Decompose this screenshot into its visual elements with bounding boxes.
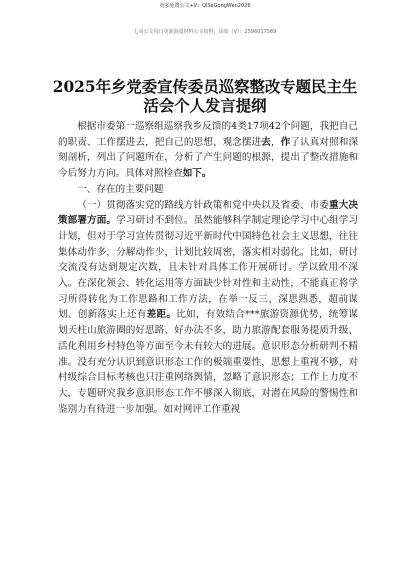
subsection-bold-gap: 差距。 bbox=[146, 309, 177, 321]
subsection-text-2: 比如，有效结合***旅游资源优势，统筹谋划天柱山旅游圈的好思路、好办法不多，助力旅游配套服务提质升级、活化利用乡村特色等方面至今未有较大的进展。意识形态分析研判不精准。没有充分认识到意识形态工作的极端重要性，思想上重视不够，对村级综合目标考核也只注重网络舆情，忽略了意识形态；工作上力度不大，专题研究我乡意识形态工作不够深入彻底，对潜在风险的警惕性和鉴别力有待进一步加强。如对网评工作重视 bbox=[58, 309, 359, 415]
subsection-text-1: 学习研讨不到位。虽然能够科学制定理论学习中心组学习计划，但对于学习宣传贯彻习近平新时代中国特色社会主义思想，往往集体动作多，分解动作少，计划比较周密，落实相对弱化。比如，研讨交流没有达到规定次数，且未针对具体工作开展研讨。学以致用不深入。在深化领会、转化运用等方面缺少针对性和主动性，不能真正将学习所得转化为工作思路和工作方法，在举一反三、深思熟悉，超前谋划、创新落实上还有 bbox=[58, 215, 359, 321]
intro-text-mid: ， bbox=[270, 136, 281, 148]
intro-text-2: 了认真对照和深刻剖析，列出了问题所在，分析了产生问题的根源，提出了整改措施和今后努力方向。具体对照检查 bbox=[58, 136, 359, 180]
subsection-lead-bold: 重大决策部署方面。 bbox=[58, 199, 359, 227]
header-note: 七哥公文每日更新海量材料公文资料，添加（V）：2596017569 bbox=[133, 29, 277, 35]
intro-text-1: 根据市委第一巡察组巡察我乡反馈的4类17项42个问题，我把自己的职责、工作摆进去，把自己的思想、观念摆进 bbox=[58, 121, 358, 148]
subsection-paragraph bbox=[58, 198, 358, 418]
intro-bold-2: 作 bbox=[280, 136, 291, 148]
section-heading: 一、存在的主要问题 bbox=[77, 183, 164, 195]
intro-bold-end: 如下。 bbox=[182, 168, 212, 180]
subsection-lead: （一）贯彻落实党的路线方针政策和党中央以及省委、市委 bbox=[77, 199, 330, 211]
top-watermark-note: 更多免费公文+V：QiSeGongWen2026 bbox=[159, 3, 251, 9]
document-title: 2025年乡党委宣传委员巡察整改专题民主生活会个人发言提纲 bbox=[52, 78, 358, 115]
document-body bbox=[58, 119, 358, 417]
intro-bold-1: 去 bbox=[261, 136, 271, 148]
intro-paragraph bbox=[58, 119, 358, 182]
